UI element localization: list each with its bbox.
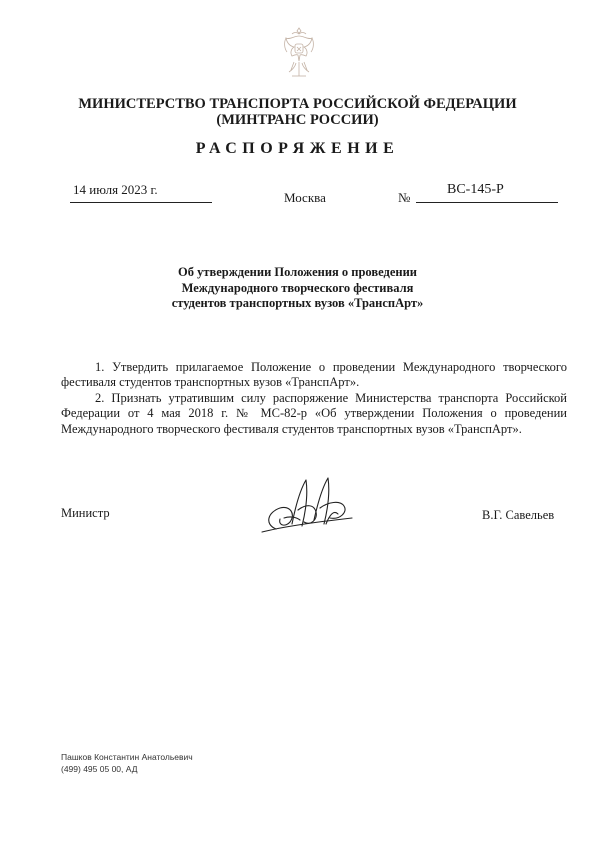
body-paragraph: 2. Признать утратившим силу распоряжение Министерства транспорта Российской Федерации от 4 мая 2018 г. № МС-82-р «Об утверждении Положения о проведении Международного творческого фестиваля студентов транспортных вузов «ТранспАрт». [61,390,567,436]
document-body [61,360,567,437]
ministry-name: МИНИСТЕРСТВО ТРАНСПОРТА РОССИЙСКОЙ ФЕДЕРАЦИИ [78,96,517,112]
subject-line: Международного творческого фестиваля [181,280,414,295]
date-field [70,182,212,203]
executor-info [61,752,193,775]
executor-name: Пашков Константин Анатольевич [61,752,193,762]
document-date: 14 июля 2023 г. [73,182,158,197]
signature-icon [256,474,360,536]
document-city: Москва [284,190,326,205]
signer-title: Министр [61,506,110,520]
number-sign: № [398,190,411,205]
subject-line: Об утверждении Положения о проведении [178,265,417,279]
body-paragraph: 1. Утвердить прилагаемое Положение о проведении Международного творческого фестиваля студентов транспортных вузов «ТранспАрт». [61,360,567,390]
signer-name: В.Г. Савельев [482,508,555,522]
document-number: ВС-145-Р [447,182,504,197]
document-subject [80,265,515,312]
executor-phone: (499) 495 05 00, АД [61,763,138,774]
subject-line: студентов транспортных вузов «ТранспАрт» [171,296,424,310]
ministry-header [40,96,555,128]
number-field [416,182,558,203]
state-emblem-icon [282,26,316,82]
document-type: РАСПОРЯЖЕНИЕ [195,140,400,157]
ministry-short-name: (МИНТРАНС РОССИИ) [216,112,379,128]
